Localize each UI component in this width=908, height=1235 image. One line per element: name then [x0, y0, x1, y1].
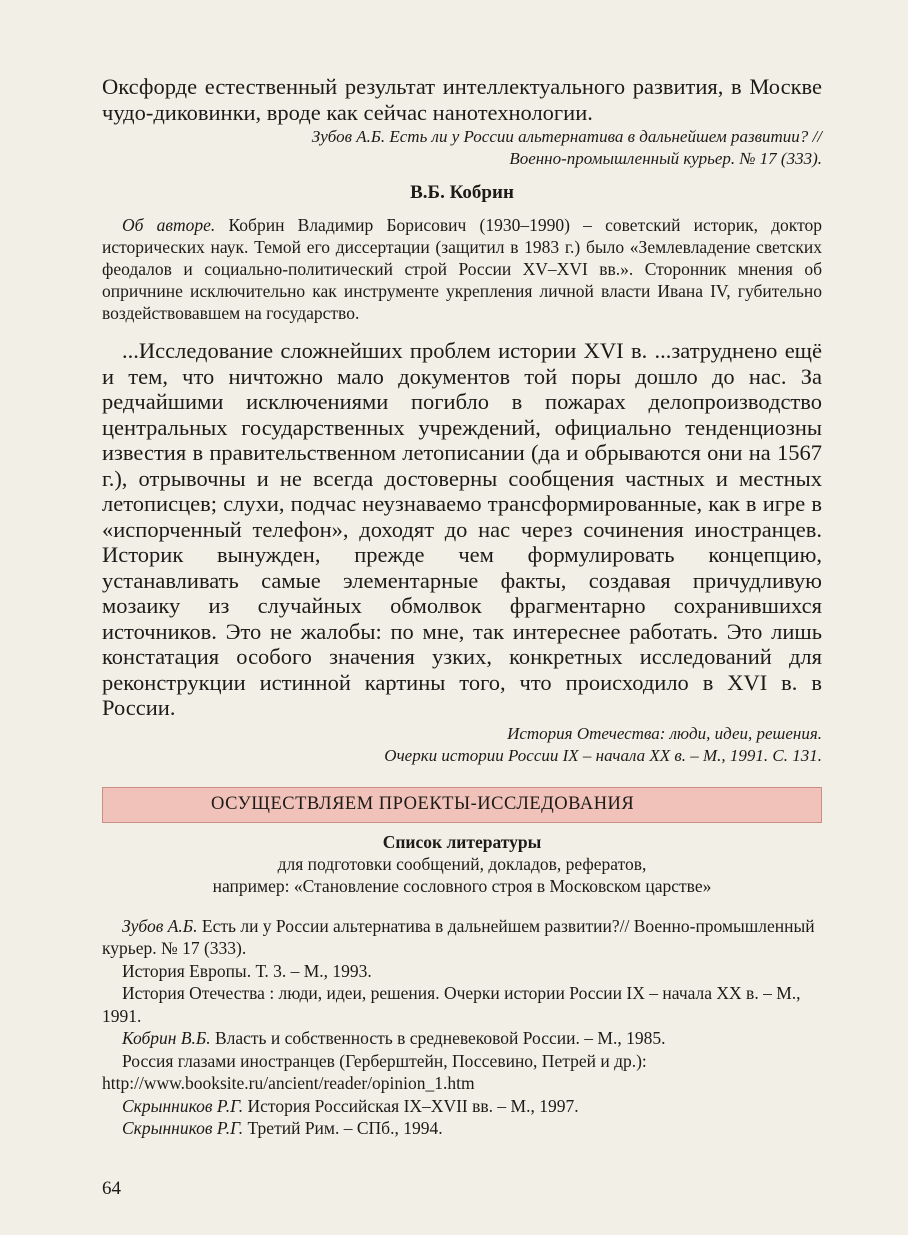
intro-text: Оксфорде естественный результат интеллектуального развития, в Москве чудо-диковинки, вроде как сейчас нанотехнологии. [102, 74, 822, 125]
intro-citation [102, 126, 822, 170]
about-label: Об авторе. [122, 215, 216, 235]
bib-text: Третий Рим. – СПб., 1994. [243, 1118, 443, 1138]
intro-citation-line2: Военно-промышленный курьер. № 17 (333). [509, 149, 822, 168]
page-content [102, 74, 822, 1140]
bibliography-list [102, 915, 822, 1140]
bib-text: История Европы. Т. 3. – М., 1993. [122, 960, 372, 981]
bibliography-item [102, 960, 822, 983]
bib-text: Власть и собственность в средневековой России. – М., 1985. [210, 1028, 666, 1048]
bib-author: Скрынников Р.Г. [122, 1118, 244, 1138]
about-author [102, 214, 822, 324]
banner-title: ОСУЩЕСТВЛЯЕМ ПРОЕКТЫ-ИССЛЕДОВАНИЯ [211, 794, 635, 814]
bib-text: История Российская IX–XVII вв. – М., 1997. [243, 1095, 579, 1116]
intro-citation-line1: Зубов А.Б. Есть ли у России альтернатива в дальнейшем развитии? // [311, 127, 822, 146]
list-subtitle-1: для подготовки сообщений, докладов, рефератов, [277, 853, 647, 874]
quote-text: ...Исследование сложнейших проблем истории XVI в. ...затруднено ещё и тем, что ничтожно мало документов той поры дошло до нас. За редчайшими исключениями погибло в пожарах делопроизводство центральных государственных учреждений, официально тенденциозны известия в правительственном летописании (да и обрываются они на 1567 г.), отрывочны и не всегда достоверны сообщения частных и местных летописцев; слухи, подчас неузнаваемо трансформированные, как в игре в «испорченный телефон», доходят до нас через сочинения иностранцев. Историк вынужден, прежде чем формулировать концепцию, устанавливать самые элементарные факты, создавая причудливую мозаику из случайных обмолвок фрагментарно сохранившихся источников. Это не жалобы: по мне, так интереснее работать. Это лишь констатация особого значения узких, конкретных исследований для реконструкции истинной картины того, что происходило в XVI в. в России. [102, 338, 822, 720]
bibliography-item [102, 1117, 822, 1140]
quote-citation [102, 723, 822, 767]
intro-paragraph [102, 74, 822, 126]
bib-text: Есть ли у России альтернатива в дальнейшем развитии?// Военно-промышленный курьер. № 17 (333). [102, 915, 815, 958]
section-banner [102, 787, 822, 823]
bibliography-item [102, 915, 822, 960]
list-subtitle-2: например: «Становление сословного строя в Московском царстве» [212, 875, 712, 896]
bib-text: Россия глазами иностранцев (Герберштейн, Поссевино, Петрей и др.): http://www.booksite.ru/ancient/reader/opinion_1.htm [102, 1050, 647, 1093]
list-heading: Список литературы [382, 831, 542, 852]
bibliography-item [102, 1050, 822, 1095]
quote-citation-line1: История Отечества: люди, идеи, решения. [507, 723, 822, 743]
bib-text: История Отечества : люди, идеи, решения. Очерки истории России IX – начала XX в. – М., 1991. [102, 983, 801, 1026]
author-heading: В.Б. Кобрин [410, 182, 514, 203]
bib-author: Кобрин В.Б. [122, 1028, 211, 1048]
bibliography-item [102, 982, 822, 1027]
about-text: Кобрин Владимир Борисович (1930–1990) – советский историк, доктор исторических наук. Темой его диссертации (защитил в 1983 г.) было «Землевладение светских феодалов и социально-политический строй России XV–XVI вв.». Сторонник мнения об опричнине исключительно как инструменте укрепления личной власти Ивана IV, губительно воздействовавшем на государство. [102, 215, 822, 323]
quote-citation-line2: Очерки истории России IX – начала XX в. – М., 1991. С. 131. [384, 745, 822, 765]
bibliography-item [102, 1027, 822, 1050]
bibliography-item [102, 1095, 822, 1118]
bib-author: Скрынников Р.Г. [122, 1095, 244, 1116]
page-number: 64 [102, 1178, 121, 1199]
bib-author: Зубов А.Б. [122, 915, 198, 936]
